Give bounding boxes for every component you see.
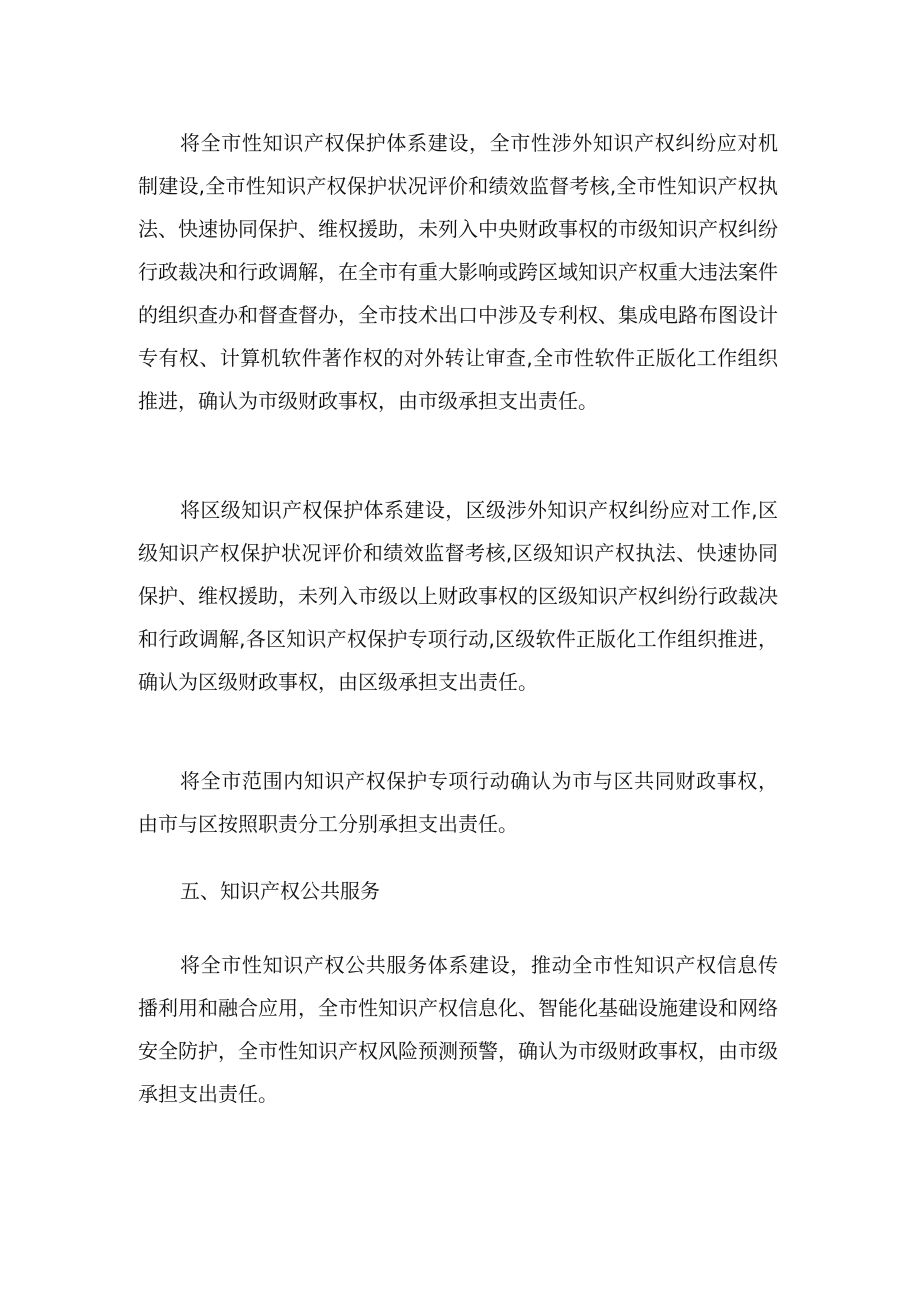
text-line: 级知识产权保护状况评价和绩效监督考核,区级知识产权执法、快速协同 [138,541,778,565]
text-line: 专有权、计算机软件著作权的对外转让审查,全市性软件正版化工作组织 [138,346,778,370]
text-line: 确认为区级财政事权，由区级承担支出责任。 [138,670,538,694]
text-line: 将全市性知识产权保护体系建设，全市性涉外知识产权纠纷应对机 [180,131,778,155]
text-line: 行政裁决和行政调解，在全市有重大影响或跨区域知识产权重大违法案件 [138,260,778,284]
text-line: 法、快速协同保护、维权援助，未列入中央财政事权的市级知识产权纠纷 [138,217,778,241]
paragraph-city-protection [138,122,778,423]
text-line: 推进，确认为市级财政事权，由市级承担支出责任。 [138,389,598,413]
text-line: 安全防护，全市性知识产权风险预测预警，确认为市级财政事权，由市级 [138,1039,778,1063]
section-heading [138,870,778,913]
paragraph-shared-authority [138,760,778,846]
section-heading-text: 五、知识产权公共服务 [180,879,380,903]
text-line: 和行政调解,各区知识产权保护专项行动,区级软件正版化工作组织推进， [138,627,778,651]
text-line: 承担支出责任。 [138,1082,278,1106]
text-line: 由市与区按照职责分工分别承担支出责任。 [138,812,518,836]
text-line: 将全市性知识产权公共服务体系建设，推动全市性知识产权信息传 [180,953,778,977]
text-line: 制建设,全市性知识产权保护状况评价和绩效监督考核,全市性知识产权执 [138,174,778,198]
text-line: 的组织查办和督查督办，全市技术出口中涉及专利权、集成电路布图设计 [138,303,778,327]
text-line: 将区级知识产权保护体系建设，区级涉外知识产权纠纷应对工作,区 [180,498,778,522]
paragraph-public-service [138,944,778,1116]
paragraph-district-protection [138,489,778,704]
text-line: 将全市范围内知识产权保护专项行动确认为市与区共同财政事权， [180,769,778,793]
text-line: 保护、维权援助，未列入市级以上财政事权的区级知识产权纠纷行政裁决 [138,584,778,608]
text-line: 播利用和融合应用，全市性知识产权信息化、智能化基础设施建设和网络 [138,996,778,1020]
